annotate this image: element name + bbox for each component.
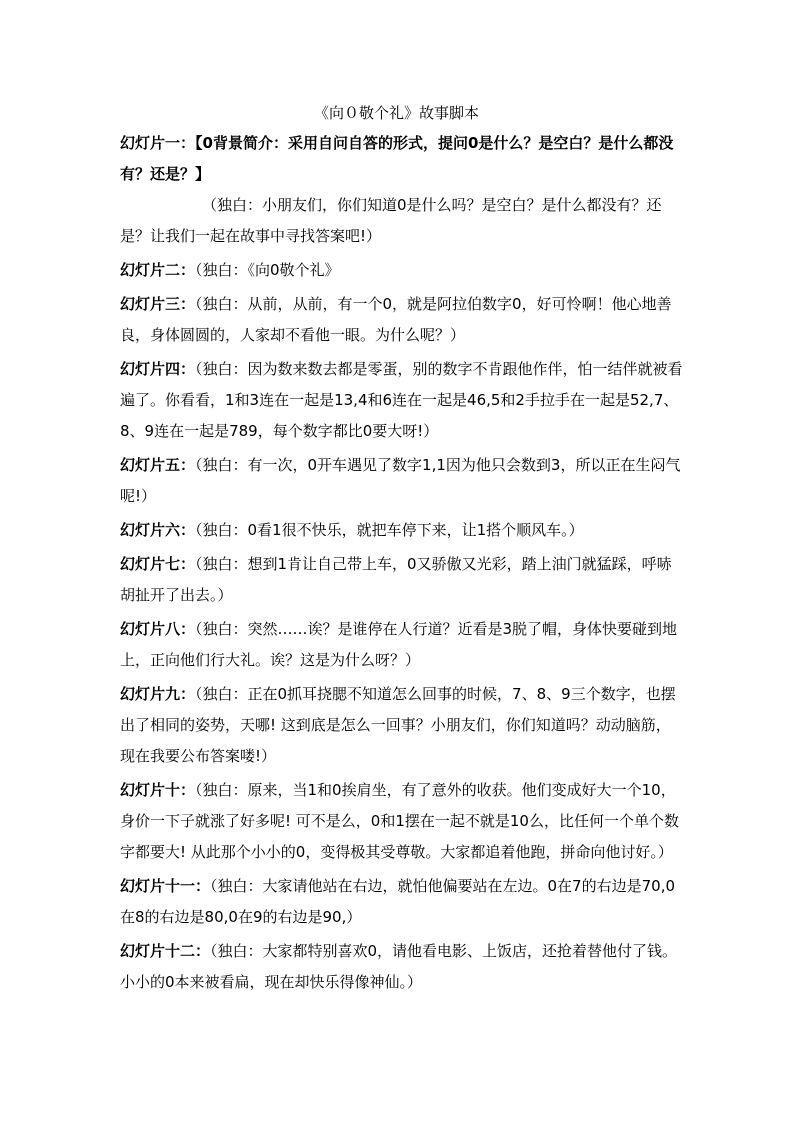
slide-10-label: 幻灯片十： xyxy=(120,781,196,799)
slide-5-paragraph xyxy=(120,450,685,512)
slide-7-paragraph xyxy=(120,549,685,611)
slide-2-text: （独白：《向0敬个礼》 xyxy=(195,261,340,279)
slide-8-label: 幻灯片八： xyxy=(120,620,196,638)
slide-7-label: 幻灯片七： xyxy=(120,555,196,573)
slide-3-label: 幻灯片三： xyxy=(120,295,196,313)
slide-9-label: 幻灯片九： xyxy=(120,685,196,703)
slide-9-paragraph xyxy=(120,679,685,772)
slide-5-text: （独白：有一次，0开车遇见了数字1,1因为他只会数到3，所以正在生闷气呢!） xyxy=(120,456,681,505)
slide-4-text: （独白：因为数来数去都是零蛋，别的数字不肯跟他作伴，怕一结伴就被看遍了。你看看，1和3连在一起是13,4和6连在一起是46,5和2手拉手在一起是52,7、8、9连在一起是789，每个数字都比0要大呀!） xyxy=(120,360,683,440)
script-body xyxy=(120,128,685,998)
document-title: 《向０敬个礼》故事脚本 xyxy=(313,104,479,122)
slide-11-text: （独白：大家请他站在右边，就怕他偏要站在左边。0在7的右边是70,0在8的右边是80,0在9的右边是90,） xyxy=(120,877,676,926)
slide-10-text: （独白：原来，当1和0挨肩坐，有了意外的收获。他们变成好大一个10，身价一下子就涨了好多呢! 可不是么，0和1摆在一起不就是10么，比任何一个单个数字都要大! 从此那个小小的0，变得极其受尊敬。大家都追着他跑，拼命向他讨好。） xyxy=(120,781,679,861)
slide-2-paragraph xyxy=(120,255,685,286)
slide-6-label: 幻灯片六： xyxy=(120,521,196,539)
slide-12-label: 幻灯片十二： xyxy=(120,942,211,960)
slide-6-text: （独白：0看1很不快乐，就把车停下来，让1搭个顺风车。） xyxy=(195,521,584,539)
slide-4-label: 幻灯片四： xyxy=(120,360,196,378)
slide-1-background-note: 【0背景简介：采用自问自答的形式，提问0是什么？是空白？是什么都没有？还是？】 xyxy=(120,134,674,183)
slide-9-text: （独白：正在0抓耳挠腮不知道怎么回事的时候，7、8、9三个数字，也摆出了相同的姿势，天哪! 这到底是怎么一回事？小朋友们，你们知道吗？动动脑筋，现在我要公布答案喽!） xyxy=(120,685,676,765)
slide-4-paragraph xyxy=(120,354,685,447)
slide-3-paragraph xyxy=(120,289,685,351)
slide-1-label: 幻灯片一： xyxy=(120,134,196,152)
slide-8-paragraph xyxy=(120,614,685,676)
slide-1-monologue: （独白：小朋友们，你们知道0是什么吗？是空白？是什么都没有？还是？让我们一起在故事中寻找答案吧!） xyxy=(120,196,662,245)
slide-10-paragraph xyxy=(120,775,685,868)
slide-1-paragraph xyxy=(120,128,685,190)
slide-7-text: （独白：想到1肯让自己带上车，0又骄傲又光彩，踏上油门就猛踩，呼哧胡扯开了出去。） xyxy=(120,555,672,604)
slide-11-label: 幻灯片十一： xyxy=(120,877,211,895)
slide-5-label: 幻灯片五： xyxy=(120,456,196,474)
slide-6-paragraph xyxy=(120,515,685,546)
slide-12-text: （独白：大家都特别喜欢0，请他看电影、上饭店，还抢着替他付了钱。小小的0本来被看扁，现在却快乐得像神仙。） xyxy=(120,942,678,991)
slide-11-paragraph xyxy=(120,871,685,933)
slide-12-paragraph xyxy=(120,936,685,998)
slide-3-text: （独白：从前，从前，有一个0，就是阿拉伯数字0，好可怜啊！他心地善良，身体圆圆的，人家却不看他一眼。为什么呢？） xyxy=(120,295,672,344)
slide-2-label: 幻灯片二： xyxy=(120,261,196,279)
slide-8-text: （独白：突然……诶？是谁停在人行道？近看是3脱了帽，身体快要碰到地上，正向他们行大礼。诶？这是为什么呀？） xyxy=(120,620,678,669)
